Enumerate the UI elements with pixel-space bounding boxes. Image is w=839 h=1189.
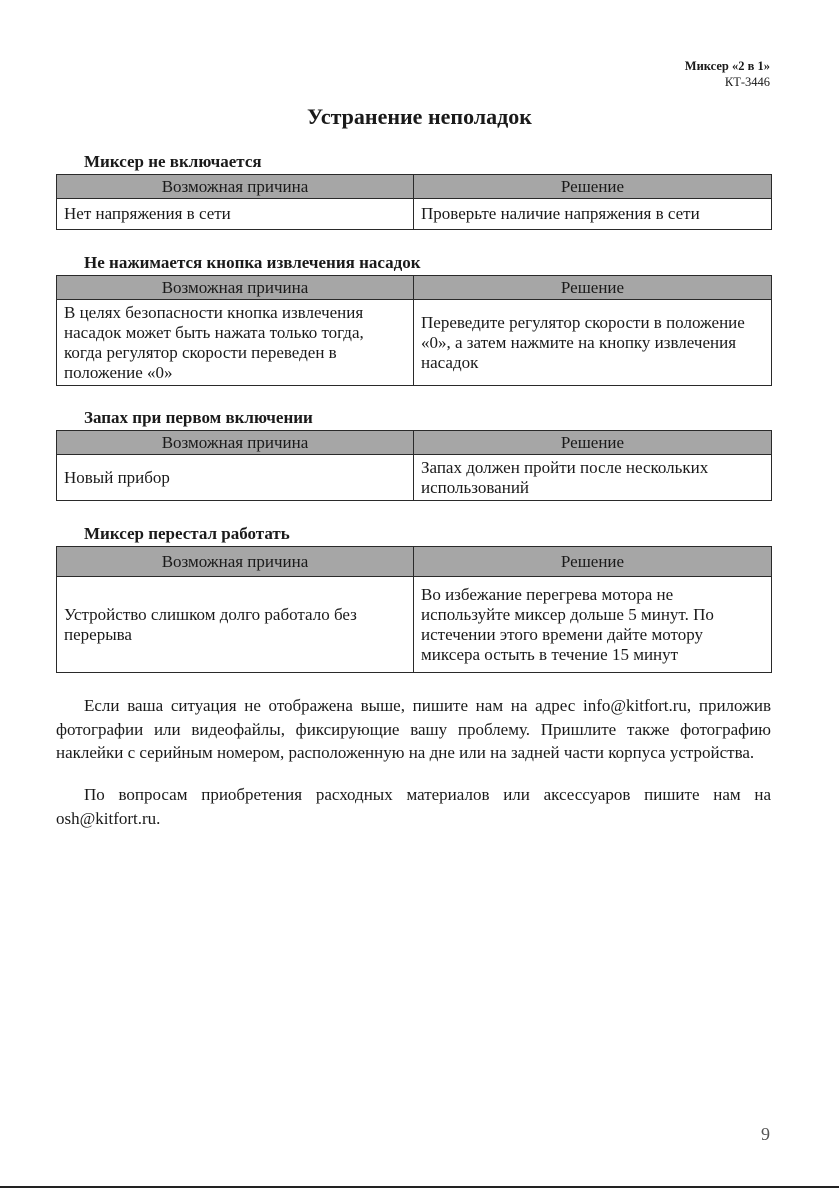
header-cause: Возможная причина bbox=[57, 175, 414, 199]
cause-cell: Нет напряжения в сети bbox=[57, 199, 414, 230]
header-solution: Решение bbox=[414, 276, 772, 300]
header-cause: Возможная причина bbox=[57, 276, 414, 300]
section-title: Миксер не включается bbox=[84, 152, 262, 171]
header-solution: Решение bbox=[414, 175, 772, 199]
page-number: 9 bbox=[761, 1124, 770, 1144]
section-title: Миксер перестал работать bbox=[84, 524, 290, 543]
table-row bbox=[57, 199, 772, 230]
page-title: Устранение неполадок bbox=[307, 104, 532, 129]
header-cause: Возможная причина bbox=[57, 431, 414, 455]
product-name: Миксер «2 в 1» bbox=[684, 59, 770, 73]
section-eject-button bbox=[56, 251, 771, 386]
solution-cell: Переведите регулятор скорости в положение «0», а затем нажмите на кнопку извлечения насадок bbox=[414, 300, 772, 386]
troubleshooting-table bbox=[56, 174, 772, 230]
table-row bbox=[57, 577, 772, 673]
header-solution: Решение bbox=[414, 547, 772, 577]
table-row bbox=[57, 455, 772, 501]
product-code: КТ-3446 bbox=[724, 75, 770, 89]
section-stopped-working bbox=[56, 522, 771, 673]
troubleshooting-table bbox=[56, 275, 772, 386]
contact-paragraph: Если ваша ситуация не отображена выше, пишите нам на адрес info@kitfort.ru, приложив фотографии или видеофайлы, фиксирующие вашу проблему. Пришлите также фотографию наклейки с серийным номером, расположенную на дне или на задней части корпуса устройства. bbox=[56, 696, 771, 762]
accessories-paragraph: По вопросам приобретения расходных материалов или аксессуаров пишите нам на osh@kitfort.ru. bbox=[56, 785, 771, 828]
troubleshooting-table bbox=[56, 546, 772, 673]
cause-cell: В целях безопасности кнопка извлечения насадок может быть нажата только тогда, когда регулятор скорости переведен в положение «0» bbox=[57, 300, 414, 386]
bottom-rule bbox=[0, 1186, 839, 1188]
cause-cell: Новый прибор bbox=[57, 455, 414, 501]
page-header bbox=[685, 58, 770, 90]
troubleshooting-table bbox=[56, 430, 772, 501]
section-title: Не нажимается кнопка извлечения насадок bbox=[84, 253, 421, 272]
solution-cell: Проверьте наличие напряжения в сети bbox=[414, 199, 772, 230]
cause-cell: Устройство слишком долго работало без перерыва bbox=[57, 577, 414, 673]
solution-cell: Во избежание перегрева мотора не используйте миксер дольше 5 минут. По истечении этого времени дайте мотору миксера остыть в течение 15 минут bbox=[414, 577, 772, 673]
header-cause: Возможная причина bbox=[57, 547, 414, 577]
table-row bbox=[57, 300, 772, 386]
section-smell bbox=[56, 406, 771, 501]
header-solution: Решение bbox=[414, 431, 772, 455]
section-no-power bbox=[56, 150, 771, 230]
solution-cell: Запах должен пройти после нескольких использований bbox=[414, 455, 772, 501]
section-title: Запах при первом включении bbox=[84, 408, 313, 427]
